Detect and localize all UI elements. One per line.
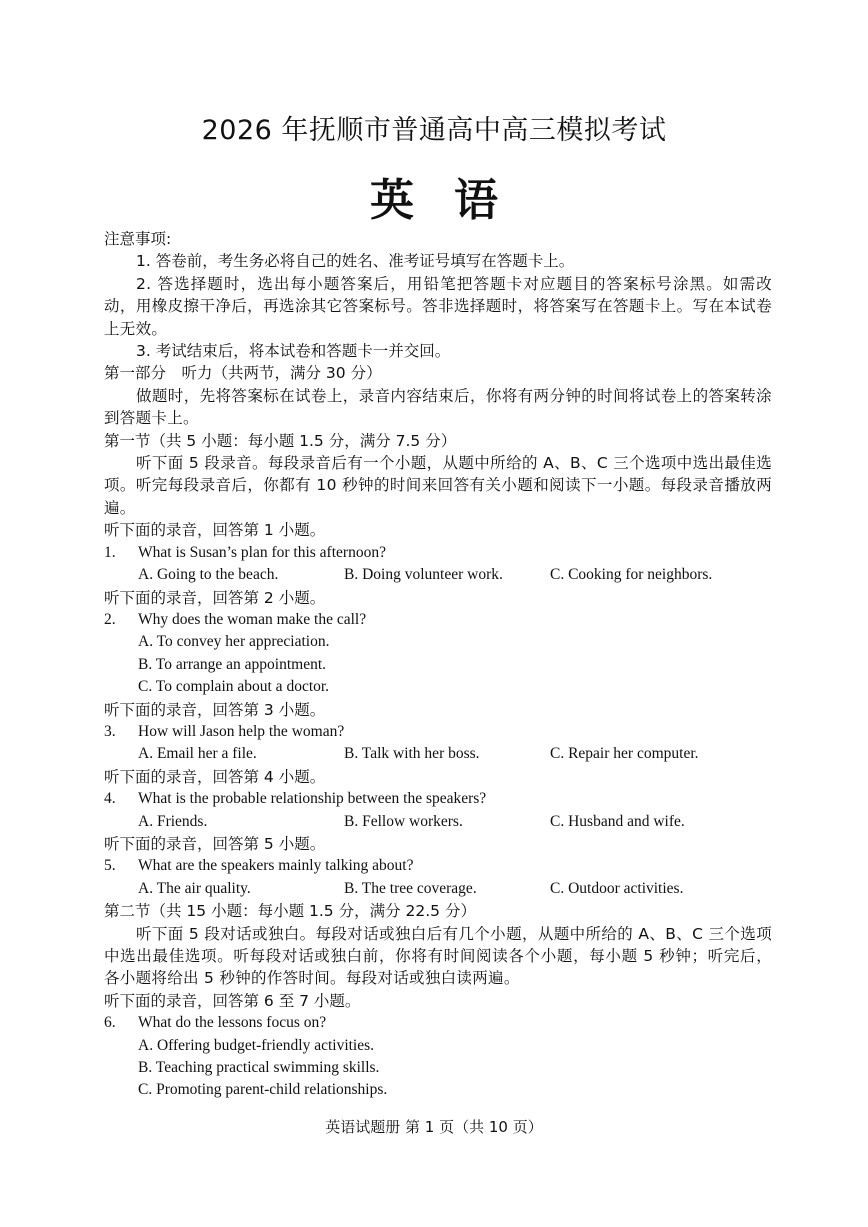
exam-body bbox=[104, 228, 772, 1102]
option-b: B. Talk with her boss. bbox=[344, 745, 480, 763]
option-b: B. To arrange an appointment. bbox=[138, 655, 327, 673]
subject-title: 英语 bbox=[370, 175, 538, 226]
question-number: 1. bbox=[104, 543, 116, 561]
question-5 bbox=[104, 855, 772, 877]
question-1 bbox=[104, 542, 772, 564]
question-number: 5. bbox=[104, 857, 116, 875]
option-c: C. Husband and wife. bbox=[550, 812, 685, 830]
notice-heading: 注意事项: bbox=[104, 230, 172, 248]
option-a: A. Email her a file. bbox=[138, 745, 257, 763]
question-number: 3. bbox=[104, 722, 116, 740]
option-c: C. To complain about a doctor. bbox=[138, 678, 330, 696]
question-text: What are the speakers mainly talking about? bbox=[138, 857, 414, 875]
question-1-options bbox=[104, 564, 772, 586]
question-text: Why does the woman make the call? bbox=[138, 610, 367, 628]
option-b: B. Teaching practical swimming skills. bbox=[138, 1059, 380, 1077]
listening-cue-3: 听下面的录音，回答第 3 小题。 bbox=[104, 700, 326, 719]
section2-heading: 第二节（共 15 小题：每小题 1.5 分，满分 22.5 分） bbox=[104, 902, 476, 921]
listening-cue-5: 听下面的录音，回答第 5 小题。 bbox=[104, 834, 326, 853]
section1-instruction: 听下面 5 段录音。每段录音后有一个小题，从题中所给的 A、B、C 三个选项中选出最佳选项。听完每段录音后，你都有 10 秒钟的时间来回答有关小题和阅读下一小题。每段录音播放两遍。 bbox=[104, 454, 772, 517]
option-a: A. Friends. bbox=[138, 812, 208, 830]
question-2 bbox=[104, 609, 772, 631]
question-number: 2. bbox=[104, 610, 116, 628]
question-5-options bbox=[104, 878, 772, 900]
part1-heading: 第一部分 听力（共两节，满分 30 分） bbox=[104, 364, 382, 383]
exam-title: 2026 年抚顺市普通高中高三模拟考试 bbox=[201, 115, 667, 146]
option-b: B. Doing volunteer work. bbox=[344, 566, 503, 584]
option-c: C. Repair her computer. bbox=[550, 745, 699, 763]
notice-item-3: 3. 考试结束后，将本试卷和答题卡一并交回。 bbox=[136, 342, 451, 361]
option-a: A. Going to the beach. bbox=[138, 566, 279, 584]
option-c: C. Outdoor activities. bbox=[550, 879, 684, 897]
question-4-options bbox=[104, 811, 772, 833]
listening-cue-4: 听下面的录音，回答第 4 小题。 bbox=[104, 767, 326, 786]
listening-cue-6: 听下面的录音，回答第 6 至 7 小题。 bbox=[104, 991, 361, 1010]
section1-heading: 第一节（共 5 小题：每小题 1.5 分，满分 7.5 分） bbox=[104, 431, 457, 450]
notice-item-2: 2. 答选择题时，选出每小题答案后，用铅笔把答题卡对应题目的答案标号涂黑。如需改动，用橡皮擦干净后，再选涂其它答案标号。答非选择题时，将答案写在答题卡上。写在本试卷上无效。 bbox=[104, 274, 772, 338]
option-b: B. The tree coverage. bbox=[344, 879, 477, 897]
question-3-options bbox=[104, 743, 772, 765]
listening-cue-1: 听下面的录音，回答第 1 小题。 bbox=[104, 521, 326, 540]
section2-instruction: 听下面 5 段对话或独白。每段对话或独白后有几个小题，从题中所给的 A、B、C 三个选项中选出最佳选项。听每段对话或独白前，你将有时间阅读各个小题，每小题 5 秒钟；听完后，各小题将给出 5 秒钟的作答时间。每段对话或独白读两遍。 bbox=[104, 924, 772, 988]
question-3 bbox=[104, 721, 772, 743]
notice-item-1: 1. 答卷前，考生务必将自己的姓名、准考证号填写在答题卡上。 bbox=[136, 252, 575, 271]
option-a: A. Offering budget-friendly activities. bbox=[138, 1036, 375, 1054]
option-c: C. Cooking for neighbors. bbox=[550, 566, 713, 584]
question-number: 4. bbox=[104, 790, 116, 808]
listening-cue-2: 听下面的录音，回答第 2 小题。 bbox=[104, 588, 326, 607]
option-c: C. Promoting parent-child relationships. bbox=[138, 1081, 388, 1099]
question-6 bbox=[104, 1012, 772, 1034]
option-a: A. The air quality. bbox=[138, 879, 251, 897]
option-a: A. To convey her appreciation. bbox=[138, 633, 330, 651]
question-text: What is the probable relationship between the speakers? bbox=[138, 790, 487, 808]
page-footer: 英语试题册 第 1 页（共 10 页） bbox=[325, 1118, 543, 1136]
option-b: B. Fellow workers. bbox=[344, 812, 463, 830]
part1-instruction: 做题时，先将答案标在试卷上，录音内容结束后，你将有两分钟的时间将试卷上的答案转涂到答题卡上。 bbox=[104, 386, 772, 428]
question-text: What do the lessons focus on? bbox=[138, 1014, 327, 1032]
question-4 bbox=[104, 788, 772, 810]
question-text: What is Susan’s plan for this afternoon? bbox=[138, 543, 386, 561]
question-number: 6. bbox=[104, 1014, 116, 1032]
question-text: How will Jason help the woman? bbox=[138, 722, 345, 740]
